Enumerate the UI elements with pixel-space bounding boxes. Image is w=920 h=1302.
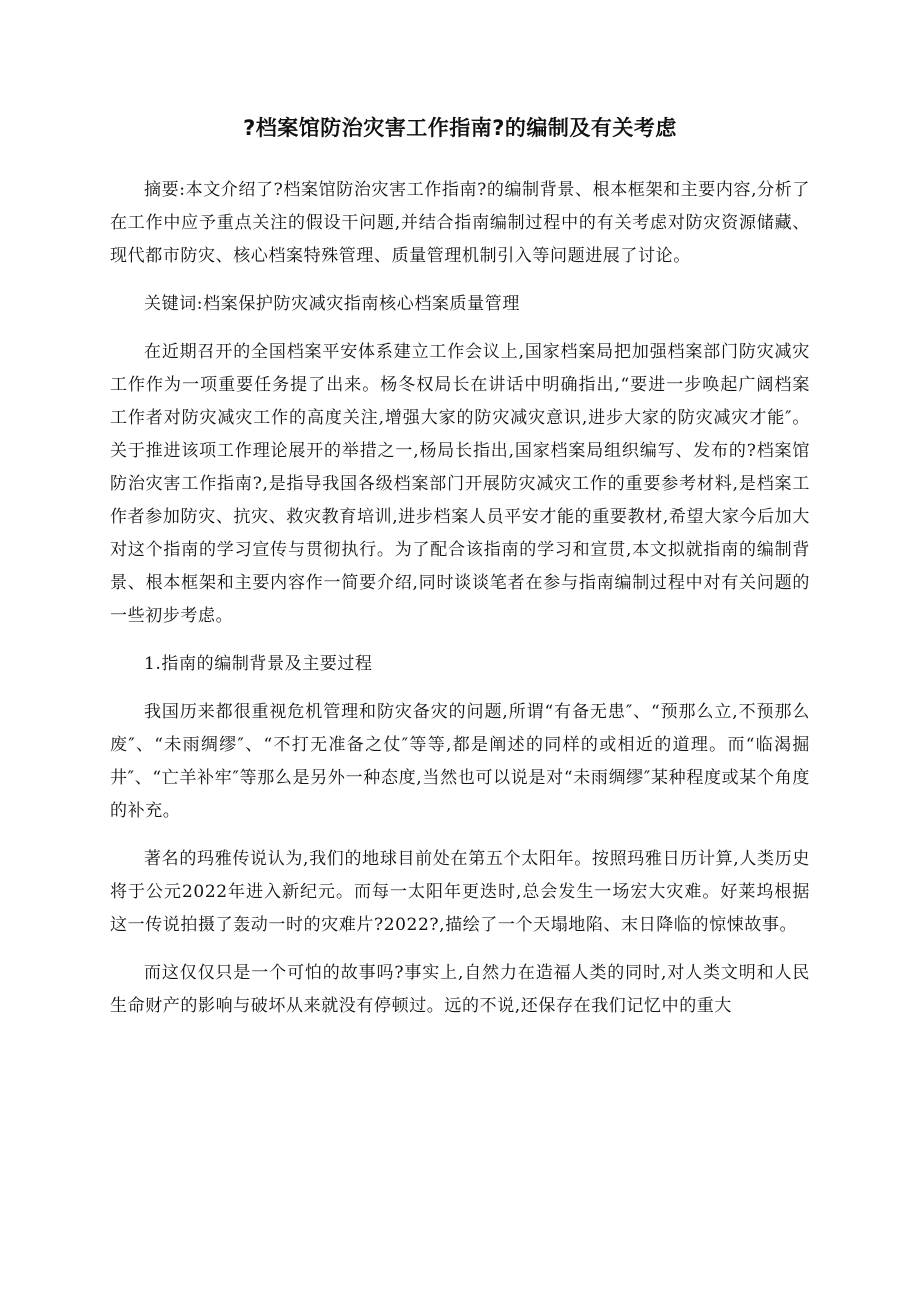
keywords-paragraph: 关键词:档案保护防灾减灾指南核心档案质量管理: [144, 294, 520, 314]
abstract-paragraph: 摘要:本文介绍了?档案馆防治灾害工作指南?的编制背景、根本框架和主要内容,分析了在工作中应予重点关注的假设干问题,并结合指南编制过程中的有关考虑对防灾资源储藏、现代都市防灾、核心档案特殊管理、质量管理机制引入等问题进展了讨论。: [110, 180, 810, 266]
body-paragraph: 而这仅仅只是一个可怕的故事吗?事实上,自然力在造福人类的同时,对人类文明和人民生命财产的影响与破坏从来就没有停顿过。远的不说,还保存在我们记忆中的重大: [110, 963, 810, 1016]
document-title: ?档案馆防治灾害工作指南?的编制及有关考虑: [243, 116, 677, 140]
document-page: [110, 112, 810, 1023]
body-paragraph: 著名的玛雅传说认为,我们的地球目前处在第五个太阳年。按照玛雅日历计算,人类历史将于公元2022年进入新纪元。而每一太阳年更迭时,总会发生一场宏大灾难。好莱坞根据这一传说拍摄了轰动一时的灾难片?2022?,描绘了一个天塌地陷、末日降临的惊悚故事。: [110, 849, 810, 935]
intro-paragraph: 在近期召开的全国档案平安体系建立工作会议上,国家档案局把加强档案部门防灾减灾工作作为一项重要任务提了出来。杨冬权局长在讲话中明确指出,“要进一步唤起广阔档案工作者对防灾减灾工作的高度关注,增强大家的防灾减灾意识,进步大家的防灾减灾才能″。关于推进该项工作理论展开的举措之一,杨局长指出,国家档案局组织编写、发布的?档案馆防治灾害工作指南?,是指导我国各级档案部门开展防灾减灾工作的重要参考材料,是档案工作者参加防灾、抗灾、救灾教育培训,进步档案人员平安才能的重要教材,希望大家今后加大对这个指南的学习宣传与贯彻执行。为了配合该指南的学习和宣贯,本文拟就指南的编制背景、根本框架和主要内容作一简要介绍,同时谈谈笔者在参与指南编制过程中对有关问题的一些初步考虑。: [110, 342, 810, 626]
section-heading: 1.指南的编制背景及主要过程: [144, 654, 373, 674]
body-paragraph: 我国历来都很重视危机管理和防灾备灾的问题,所谓“有备无患″、“预那么立,不预那么废″、“未雨绸缪″、“不打无准备之仗″等等,都是阐述的同样的或相近的道理。而“临渴掘井″、“亡羊补牢″等那么是另外一种态度,当然也可以说是对“未雨绸缪″某种程度或某个角度的补充。: [110, 702, 810, 821]
